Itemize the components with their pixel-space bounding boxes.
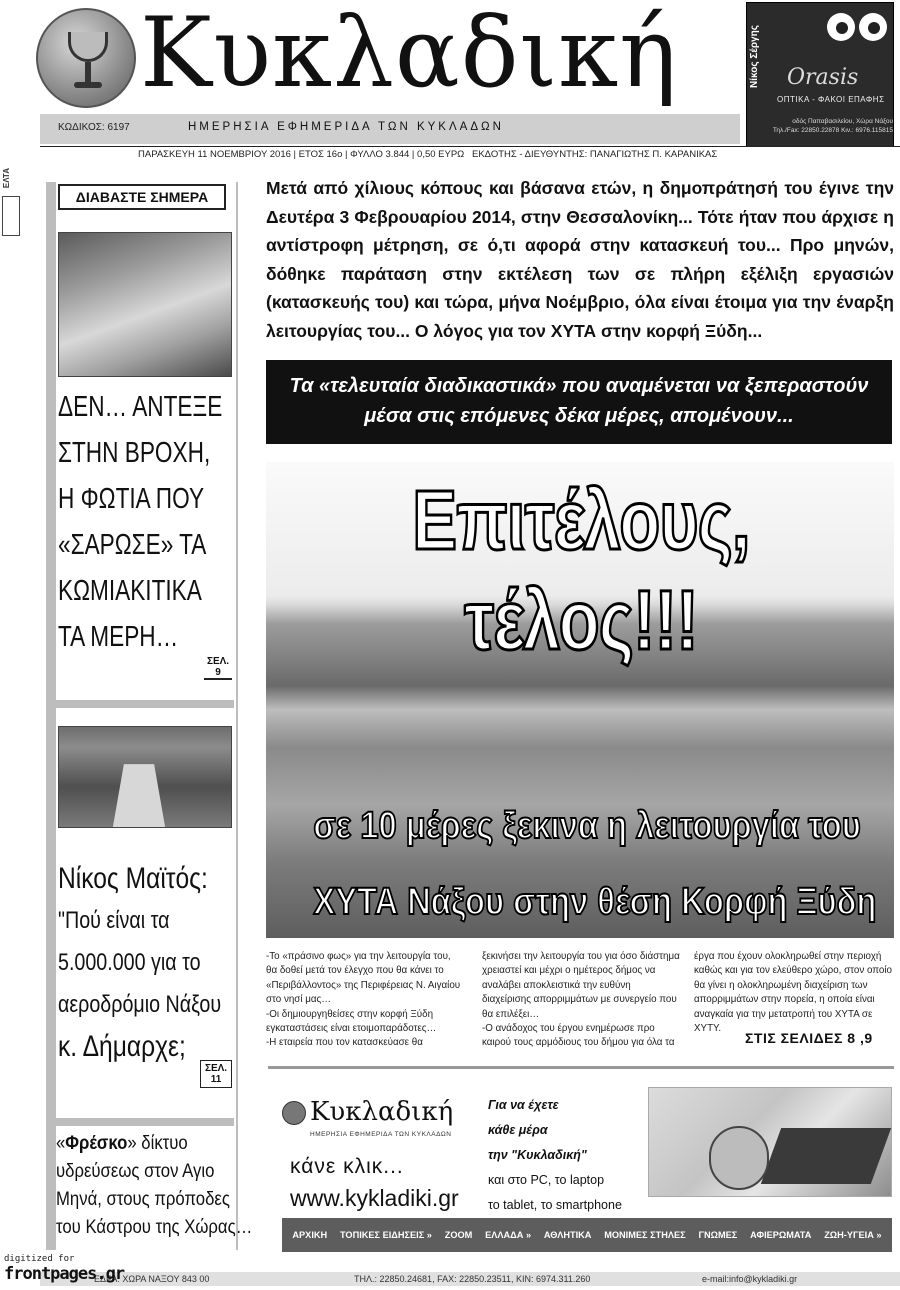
sidebar-heading: ΔΙΑΒΑΣΤΕ ΣΗΜΕΡΑ: [58, 184, 226, 210]
page-ref-9: ΣΕΛ. 9: [204, 656, 232, 680]
article-column-3: έργα που έχουν ολοκληρωθεί στην περιοχή καθώς και για τον ελεύθερο χώρο, στον οποίο θα γίνει η ολοκληρωμένη διαχείριση των απορριμμάτων στην πορεία, η οποία είναι αναγκαία για την μετατροπή του ΧΥΤΑ σε ΧΥΤΥ.: [694, 951, 892, 1035]
article-column-2: ξεκινήσει την λειτουργία του για όσο διάστημα χρειαστεί και μέχρι ο ημέτερος δήμος να αναλάβει αποκλειστικά την ευθύνη διαχείρισης απορριμμάτων με συνεργείο που θα επιλέξει… -Ο ανάδοχος του έργου ενημέρωσε προ καιρού τους αρμόδιους του δήμου για όλα τα: [482, 951, 680, 1049]
footer-phones: ΤΗΛ.: 22850.24681, FAX: 22850.23511, ΚΙΝ: 6974.311.260: [354, 1274, 591, 1284]
ad-subtitle: ΟΠΤΙΚΑ - ΦΑΚΟΙ ΕΠΑΦΗΣ: [777, 95, 885, 104]
main-headline[interactable]: Επιτέλους, τέλος!!!: [412, 473, 750, 667]
nav-item-columns[interactable]: ΜΟΝΙΜΕΣ ΣΤΗΛΕΣ: [604, 1230, 686, 1240]
click-prompt: κάνε κλικ...: [290, 1155, 404, 1178]
chalice-icon: [68, 32, 108, 62]
coin-icon: [282, 1101, 306, 1125]
website-link[interactable]: www.kykladiki.gr: [290, 1185, 459, 1211]
ad-owner-name: Νίκος Σέργης: [749, 25, 760, 89]
ad-address: οδός Παπαβασιλείου, Χώρα Νάξου Τηλ./Fax: 22850.22878 Κιν.: 6976.115815: [772, 118, 893, 134]
fire-smoke-photo: [58, 232, 232, 377]
sidebar-story-water[interactable]: «Φρέσκο» δίκτυο υδρεύσεως στον Αγιο Μηνά, στους πρόποδες του Κάστρου της Χώρας…: [56, 1133, 253, 1238]
footer-bar: [40, 1272, 900, 1286]
postage-stamp-icon: [2, 196, 20, 236]
sidebar-story-airport[interactable]: Νίκος Μαϊτός: "Πού είναι τα 5.000.000 για το αεροδρόμιο Νάξου κ. Δήμαρχε;: [58, 862, 222, 1063]
digitized-watermark: digitized for frontpages.gr: [4, 1254, 125, 1284]
sidebar-story-fire[interactable]: ΔΕΝ… ΑΝΤΕΞΕ ΣΤΗΝ ΒΡΟΧΗ, Η ΦΩΤΙΑ ΠΟΥ «ΣΑΡΩΣΕ» ΤΑ ΚΩΜΙΑΚΙΤΙΚΑ ΤΑ ΜΕΡΗ…: [58, 391, 223, 653]
newspaper-tagline: ΗΜΕΡΗΣΙΑ ΕΦΗΜΕΡΙΔΑ ΤΩΝ ΚΥΚΛΑΔΩΝ: [188, 121, 504, 133]
nav-item-local-news[interactable]: ΤΟΠΙΚΕΣ ΕΙΔΗΣΕΙΣ »: [339, 1230, 432, 1240]
masthead-coin-logo: [36, 8, 136, 108]
lead-paragraph: Μετά από χίλιους κόπους και βάσανα ετών, η δημοπράτησή του έγινε την Δευτέρα 3 Φεβρουαρίου 2014, στην Θεσσαλονίκη... Τότε ήταν που άρχισε η αντίστροφη μέτρηση, σε ό,τι αφορά στην κατασκευή του... Προ μηνών, δόθηκε παράταση στην εκτέλεση των σε πλήρη εξέλιξη εργασιών (κατασκευής του) και τώρα, μήνα Νοέμβριο, όλα είναι έτοιμα για την έναρξη λειτουργίας του... Ο λόγος για τον ΧΥΤΑ στην κορφή Ξύδη...: [266, 178, 894, 341]
publisher-line: ΕΚΔΟΤΗΣ - ΔΙΕΥΘΥΝΤΗΣ: ΠΑΝΑΓΙΩΤΗΣ Π. ΚΑΡΑΝΙΚΑΣ: [472, 149, 718, 160]
main-subheadline: σε 10 μέρες ξεκινα η λειτουργία του ΧΥΤΑ Νάξου στην θέση Κορφή Ξύδη: [313, 805, 877, 923]
eyes-icon: [827, 13, 891, 46]
kicker-banner: Τα «τελευταία διαδικαστικά» που αναμένεται να ξεπεραστούν μέσα στις επόμενες δέκα μέρες, απομένουν...: [266, 360, 892, 444]
footer-email[interactable]: e-mail:info@kykladiki.gr: [702, 1274, 798, 1284]
nav-item-opinions[interactable]: ΓΝΩΜΕΣ: [698, 1230, 738, 1240]
keyboard-mouse-photo: [648, 1087, 892, 1197]
masthead-band: [40, 114, 740, 144]
ad-copy: Για να έχετε κάθε μέρα την "Κυκλαδική" και στο PC, το laptop το tablet, το smartphone: [488, 1098, 622, 1212]
newspaper-title: Κυκλαδική: [140, 0, 678, 109]
page-ref-11: ΣΕΛ. 11: [200, 1060, 232, 1088]
newspaper-code: ΚΩΔΙΚΟΣ: 6197: [58, 122, 130, 133]
website-advertisement: Κυκλαδική ΗΜΕΡΗΣΙΑ ΕΦΗΜΕΡΙΔΑ ΤΩΝ ΚΥΚΛΑΔΩΝ κάνε κλικ... www.kykladiki.gr Για να έχετε κάθε μέρα την "Κυκλαδική" και στο PC, το laptop το tablet, το smartphone: [268, 1066, 894, 1256]
article-column-1: -Το «πράσινο φως» για την λειτουργία του, θα δοθεί μετά τον έλεγχο που θα κάνει το «Περιβάλλοντος» της Περιφέρειας Ν. Αιγαίου στο νησί μας… -Οι δημιουργηθείσες στην κορφή Ξύδη εγκαταστάσεις είναι ετοιμοπαράδοτες… -Η εταιρεία που τον κατασκεύασε θα: [266, 951, 461, 1049]
nav-item-home[interactable]: ΑΡΧΙΚΗ: [292, 1230, 328, 1240]
keyboard-icon: [761, 1128, 891, 1184]
nav-item-features[interactable]: ΑΦΙΕΡΩΜΑΤΑ: [750, 1230, 812, 1240]
nav-item-greece[interactable]: ΕΛΛΑΔΑ »: [485, 1230, 532, 1240]
footer-address: ΕΔΡΑ: ΧΩΡΑ ΝΑΞΟΥ 843 00: [94, 1274, 210, 1284]
optics-advertisement: [746, 2, 894, 147]
sidebar-divider: [56, 1118, 234, 1126]
nav-item-sports[interactable]: ΑΘΛΗΤΙΚΑ: [543, 1230, 592, 1240]
issue-details: ΠΑΡΑΣΚΕΥΗ 11 ΝΟΕΜΒΡΙΟΥ 2016 | ΕΤΟΣ 16ο | ΦΥΛΛΟ 3.844 | 0,50 ΕΥΡΩ: [138, 149, 465, 160]
nav-item-zoom[interactable]: ΖΟΟΜ: [444, 1230, 473, 1240]
pages-reference: ΣΤΙΣ ΣΕΛΙΔΕΣ 8 ,9: [745, 1030, 873, 1046]
mouse-icon: [709, 1126, 769, 1190]
airport-runway-photo: [58, 726, 232, 828]
sidebar-divider: [56, 700, 234, 708]
issue-info-line: [40, 146, 900, 162]
nav-item-life-health[interactable]: ΖΩΗ-ΥΓΕΙΑ »: [824, 1230, 882, 1240]
ad-brand: Orasis: [787, 65, 859, 90]
website-nav-bar: [282, 1218, 892, 1252]
elta-postage-mark: ΕΛΤΑ: [2, 168, 22, 278]
